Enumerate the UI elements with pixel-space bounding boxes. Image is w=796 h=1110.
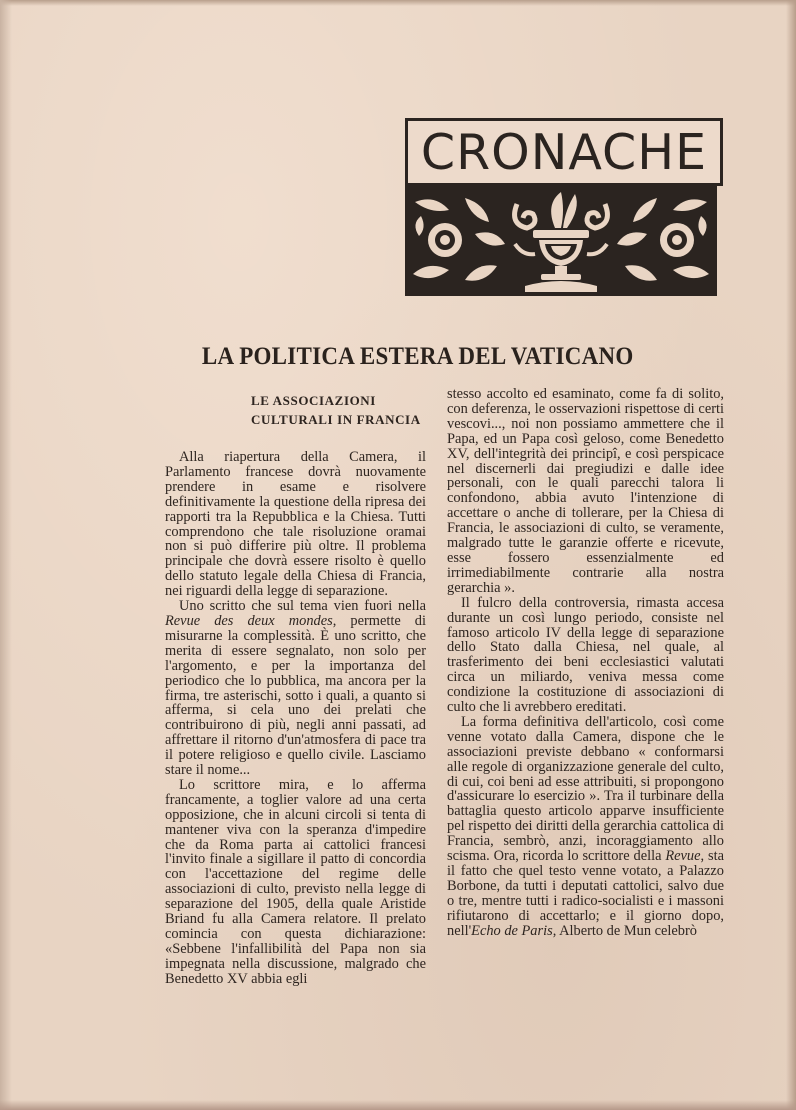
paragraph: Alla riapertura della Camera, il Parlamento francese dovrà nuovamente prendere in esame e risolvere definitivamente la questione della ripresa dei rapporti tra la Repubblica e la Chiesa. Tutti comprendono che tale risoluzione oramai non si può differire più oltre. Il problema principale che dovrà essere risolto è quello dello statuto legale della Chiesa di Francia, nei riguardi della legge di separazione.	[165, 449, 426, 600]
right-column	[447, 387, 724, 939]
paragraph-text: , permette di misurarne la complessità. È uno scritto, che merita di essere segnalato, non solo per l'argomento, e per la importanza del periodico che lo pubblica, ma ancora per la firma, tre asterischi, sotto i quali, a quanto si afferma, si cela uno dei prelati che contribuirono di più, negli anni passati, ad affrettare il ritorno d'un'atmosfera di pace tra il potere religioso e quello civile. Lasciamo stare il nome...	[165, 612, 426, 779]
masthead-title-box	[405, 118, 723, 186]
section-title: CRONACHE	[420, 123, 708, 181]
paragraph-text: Uno scritto che sul tema vien fuori nella	[179, 598, 426, 615]
paragraph-text: , sta il fatto che quel testo venne votato, a Palazzo Borbone, da tutti i deputati cattolici, salvo due o tre, mentre tutti i radico-socialisti e i massoni rifiutarono di accettarlo; e il giorno dopo, nell'	[447, 848, 724, 939]
article-headline	[33, 343, 765, 371]
paragraph-text: La forma definitiva dell'articolo, così come venne votato dalla Camera, dispone che le associazioni previste debbano « conformarsi alle regole di organizzazione generale del culto, di cui, coi beni ad esse attribuiti, si propongono d'assicurare lo esercizio ». Tra il turbinare della battaglia questo articolo apparve insufficiente pel rispetto dei diritti della gerarchia cattolica di Francia, sembrò, anzi, incoraggiamento allo scisma. Ora, ricorda lo scrittore della	[447, 713, 724, 865]
paragraph: stesso accolto ed esaminato, come fa di solito, con deferenza, le osservazioni rispettose di certi vescovi..., noi non possiamo ammettere che il Papa, ed un Papa così geloso, come Benedetto XV, dell'integrità dei principî, e così perspicace nel discernerli dai pregiudizi e dalle idee personali, con le quali parecchi talora li confondono, abbia avuto l'intenzione di accettare o anche di tollerare, per la Chiesa di Francia, le associazioni di culto, se veramente, malgrado tutte le garanzie offerte e ricevute, esse fossero essenzialmente ed irrimediabilmente contrarie alla nostra gerarchia ».	[447, 386, 724, 596]
paragraph-text: , Alberto de Mun celebrò	[552, 922, 697, 939]
paragraph	[447, 715, 724, 939]
paragraph: Lo scrittore mira, e lo afferma francamente, a toglier valore ad una certa opposizione, che in alcuni circoli si tenta di mantener viva con la speranza d'impedire che da Roma parta ai cattolici francesi l'invito finale a sigillare il patto di concordia con l'accettazione del regime delle associazioni di culto, previsto nella legge di separazione del 1905, della quale Aristide Briand fu alla Camera relatore. Il prelato comincia con questa dichiarazione: «Sebbene l'infallibilità del Papa non sia impegnata nella discussione, malgrado che Benedetto XV abbia egli	[165, 776, 426, 987]
article-subheading: LE ASSOCIAZIONI CULTURALI IN FRANCIA	[251, 393, 421, 427]
article-headline-text: LA POLITICA ESTERA DEL VATICANO	[201, 343, 634, 370]
page-edge-right	[786, 0, 796, 1110]
periodical-title: Revue	[665, 848, 701, 865]
floral-vase-ornament	[405, 184, 723, 296]
page-edge-left	[0, 0, 12, 1110]
periodical-title: Echo de Paris	[471, 922, 553, 939]
page-edge-bottom	[0, 1100, 796, 1110]
paragraph: Il fulcro della controversia, rimasta accesa durante un così lungo periodo, consiste nel famoso articolo IV della legge di separazione dello Stato dalla Chiesa, nel quale, al trasferimento dei beni ecclesiastici valutati circa un miliardo, veniva messa come condizione la costituzione di associazioni di culto che li avrebbero ereditati.	[447, 594, 724, 716]
section-masthead	[405, 118, 723, 298]
page-edge-top	[0, 0, 796, 6]
left-column	[165, 391, 426, 987]
periodical-title: Revue des deux mondes	[165, 612, 333, 629]
paragraph	[165, 599, 426, 778]
